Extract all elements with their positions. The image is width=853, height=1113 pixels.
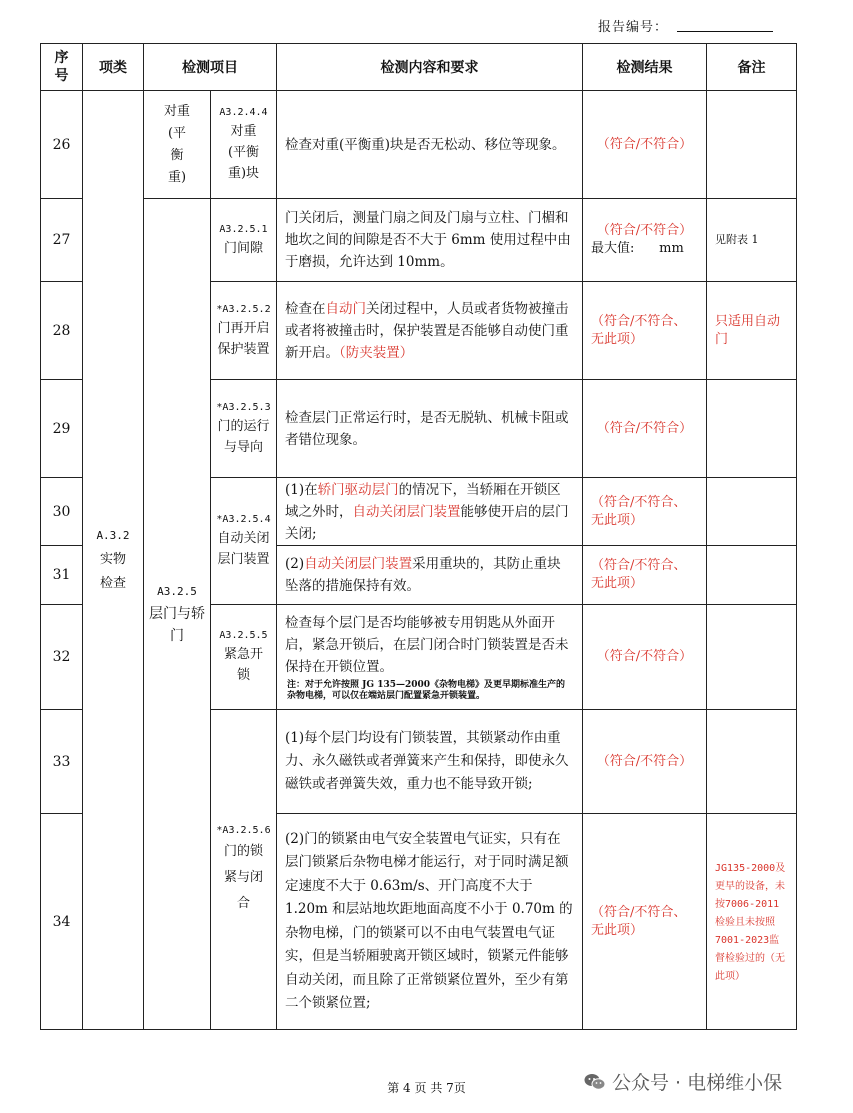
row-seq: 31 xyxy=(41,546,83,605)
table-row xyxy=(41,199,797,282)
item-cell xyxy=(211,91,277,199)
header-category: 项类 xyxy=(83,44,144,91)
result-cell: （符合/不符合） xyxy=(583,605,707,710)
table-header-row xyxy=(41,44,797,91)
content-cell: 检查对重(平衡重)块是否无松动、移位等现象。 xyxy=(277,91,583,199)
watermark xyxy=(584,1068,782,1095)
header-content: 检测内容和要求 xyxy=(277,44,583,91)
content-footnote: 注：对于允许按照 JG 135—2000《杂物电梯》及更早期标准生产的杂物电梯，可以仅在端站层门配置紧急开锁装置。 xyxy=(287,680,566,701)
max-value-label: 最大值: mm xyxy=(591,241,684,256)
item-name: 对重(平衡重)块 xyxy=(227,124,260,181)
report-number-blank xyxy=(677,31,773,32)
result-cell: （符合/不符合、无此项） xyxy=(583,814,707,1030)
item-cell xyxy=(211,199,277,282)
row-seq: 27 xyxy=(41,199,83,282)
row-seq: 29 xyxy=(41,380,83,478)
table-row xyxy=(41,91,797,199)
content-cell: (1)每个层门均设有门锁装置，其锁紧动作由重力、永久磁铁或者弹簧来产生和保持，即使永久磁铁或者弹簧失效，重力也不能导致开锁; xyxy=(277,710,583,814)
item-code: A3.2.5.1 xyxy=(219,223,268,235)
result-cell: （符合/不符合） xyxy=(583,710,707,814)
row-seq: 32 xyxy=(41,605,83,710)
group-code: A3.2.5 xyxy=(157,585,197,598)
watermark-text: 公众号 · 电梯维小保 xyxy=(612,1072,783,1094)
row-seq: 34 xyxy=(41,814,83,1030)
item-name: 门再开启保护装置 xyxy=(217,320,270,357)
page-footer: 第 4 页 共 7页 xyxy=(387,1081,466,1095)
item-code: *A3.2.5.3 xyxy=(216,401,271,413)
content-cell: 检查在自动门关闭过程中，人员或者货物被撞击或者将被撞击时，保护装置是否能够自动使门重新开启。（防夹装置） xyxy=(277,282,583,380)
note-cell: 只适用自动门 xyxy=(707,282,797,380)
result-cell: （符合/不符合） xyxy=(583,91,707,199)
report-number-label: 报告编号： xyxy=(598,20,669,35)
row-seq: 28 xyxy=(41,282,83,380)
group-name: 层门与轿门 xyxy=(149,606,205,644)
sub-item: 对重(平衡重) xyxy=(144,91,211,199)
category-code: A.3.2 xyxy=(96,529,130,542)
item-cell xyxy=(211,710,277,1030)
inspection-table xyxy=(40,43,797,1030)
header-seq: 序号 xyxy=(41,44,83,91)
item-cell xyxy=(211,380,277,478)
row-seq: 26 xyxy=(41,91,83,199)
item-name: 自动关闭层门装置 xyxy=(217,531,270,567)
item-code: *A3.2.5.2 xyxy=(216,303,271,315)
note-cell xyxy=(707,546,797,605)
wechat-icon xyxy=(584,1073,606,1091)
result-cell: （符合/不符合、无此项） xyxy=(583,478,707,546)
item-code: A3.2.5.5 xyxy=(219,630,268,641)
note-cell: JG135-2000及更早的设备，未按7006-2011检验且未按照7001-2023监督检验过的（无此项） xyxy=(707,814,797,1030)
result-cell: （符合/不符合） xyxy=(583,380,707,478)
header-result: 检测结果 xyxy=(583,44,707,91)
result-cell: （符合/不符合） 最大值: mm xyxy=(583,199,707,282)
item-cell xyxy=(211,478,277,605)
item-cell xyxy=(211,605,277,710)
category-cell xyxy=(83,91,144,1030)
content-cell: 检查层门正常运行时，是否无脱轨、机械卡阻或者错位现象。 xyxy=(277,380,583,478)
content-text: 检查每个层门是否均能够被专用钥匙从外面开启，紧急开锁后，在层门闭合时门锁装置是否未保持在开锁位置。 xyxy=(285,615,569,675)
item-name: 紧急开锁 xyxy=(223,647,263,683)
item-cell xyxy=(211,282,277,380)
result-cell: （符合/不符合、无此项） xyxy=(583,282,707,380)
row-seq: 33 xyxy=(41,710,83,814)
content-cell: (2)自动关闭层门装置采用重块的，其防止重块坠落的措施保持有效。 xyxy=(277,546,583,605)
note-cell xyxy=(707,710,797,814)
category-name: 实物检查 xyxy=(99,552,126,591)
group-cell xyxy=(144,199,211,1030)
item-code: A3.2.4.4 xyxy=(219,107,268,118)
header-item: 检测项目 xyxy=(144,44,277,91)
result-cell: （符合/不符合、无此项） xyxy=(583,546,707,605)
item-name: 门的锁紧与闭合 xyxy=(223,843,263,911)
row-seq: 30 xyxy=(41,478,83,546)
item-name: 门的运行与导向 xyxy=(217,418,270,455)
note-cell xyxy=(707,91,797,199)
item-name: 门间隙 xyxy=(223,240,263,256)
content-cell: 门关闭后，测量门扇之间及门扇与立柱、门楣和地坎之间的间隙是否不大于 6mm 使用过程中由于磨损，允许达到 10mm。 xyxy=(277,199,583,282)
item-code: *A3.2.5.4 xyxy=(216,514,271,525)
item-code: *A3.2.5.6 xyxy=(216,824,271,836)
content-cell xyxy=(277,605,583,710)
note-cell: 见附表 1 xyxy=(707,199,797,282)
note-cell xyxy=(707,380,797,478)
header-note: 备注 xyxy=(707,44,797,91)
content-cell: (1)在轿门驱动层门的情况下，当轿厢在开锁区域之外时，自动关闭层门装置能够使开启的层门关闭; xyxy=(277,478,583,546)
note-cell xyxy=(707,478,797,546)
note-cell xyxy=(707,605,797,710)
content-cell: (2)门的锁紧由电气安全装置电气证实，只有在层门锁紧后杂物电梯才能运行，对于同时满足额定速度不大于 0.63m/s、开门高度不大于 1.20m 和层站地坎距地面高度不小于 0.70m 的杂物电梯，门的锁紧可以不由电气装置电气证实，但是当轿厢驶离开锁区域时，锁紧元件能够自动关闭，而且除了正常锁紧位置外，至少有第二个锁紧位置; xyxy=(277,814,583,1030)
